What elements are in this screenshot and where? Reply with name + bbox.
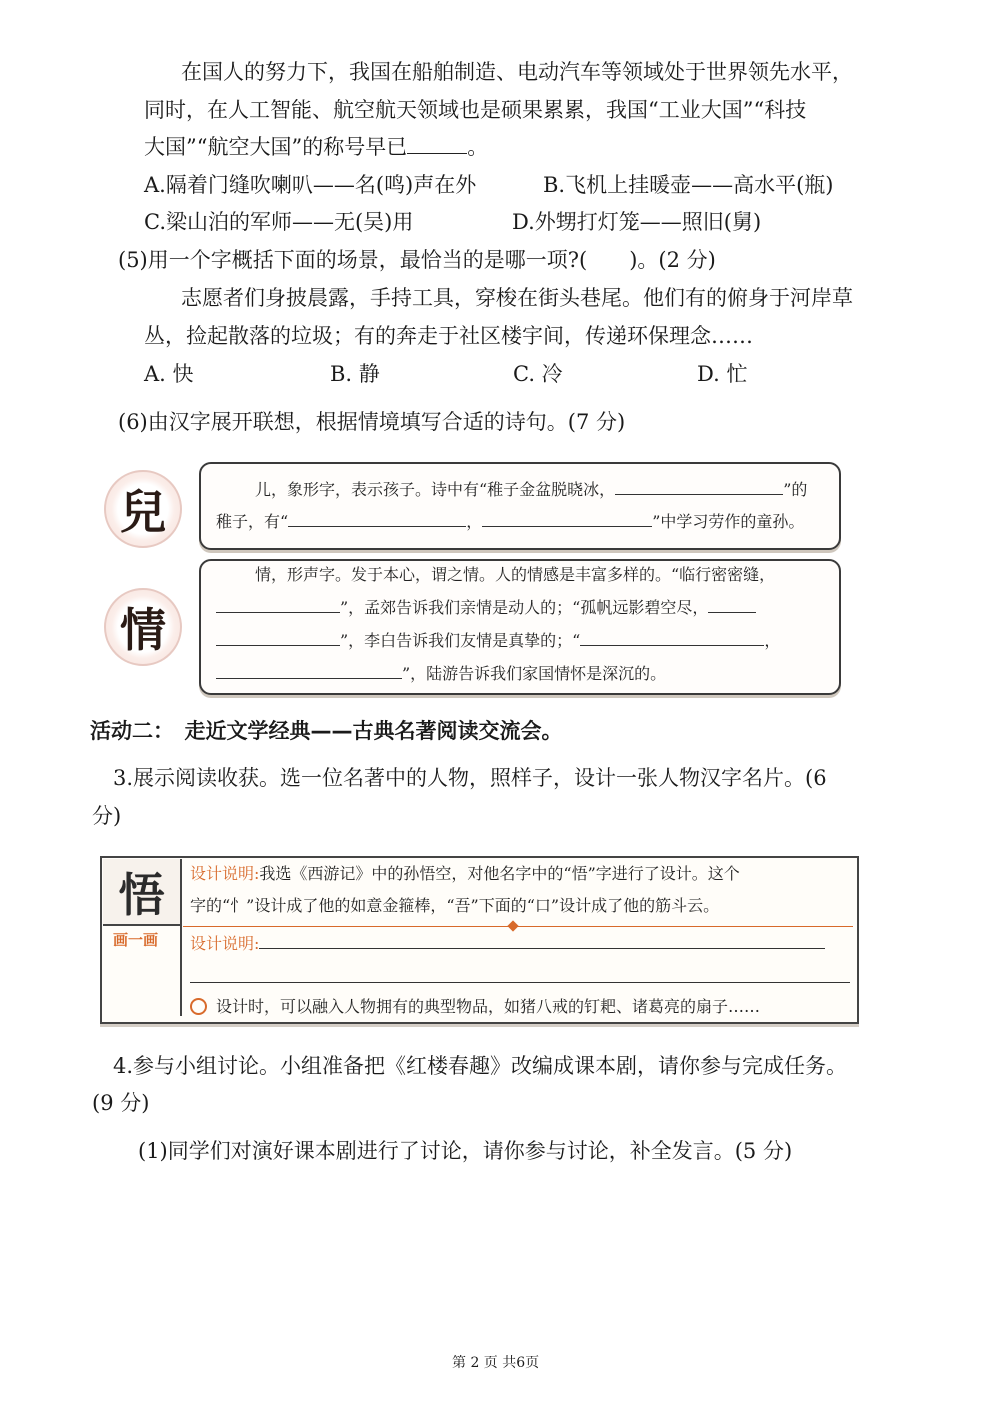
question-stem: 分) xyxy=(92,804,122,828)
qing-text: ， xyxy=(764,631,781,650)
page-footer: 第 2 页 共6页 xyxy=(452,1355,540,1371)
option-a[interactable]: A. 快 xyxy=(144,362,194,386)
poem-blank[interactable] xyxy=(708,598,756,613)
passage-line xyxy=(144,132,488,162)
er-text: 稚子，有“ xyxy=(216,512,289,531)
design-line xyxy=(190,933,825,955)
question-stem: 3.展示阅读收获。选一位名著中的人物，照样子，设计一张人物汉字名片。(6 xyxy=(113,766,827,790)
option-c[interactable]: C. 冷 xyxy=(513,362,563,386)
er-card xyxy=(199,462,841,550)
passage-line: 丛，捡起散落的垃圾；有的奔走于社区楼宇间，传递环保理念…… xyxy=(144,324,753,348)
answer-blank[interactable] xyxy=(407,135,467,154)
hint-bulb-icon xyxy=(190,998,207,1015)
question-stem: (6)由汉字展开联想，根据情境填写合适的诗句。(7 分) xyxy=(118,410,626,434)
option-b[interactable]: B. 静 xyxy=(330,362,380,386)
option-c[interactable]: C.梁山泊的军师——无(吴)用 xyxy=(144,210,414,234)
er-text: ”的 xyxy=(783,480,808,499)
passage-line: 志愿者们身披晨露，手持工具，穿梭在街头巷尾。他们有的俯身于河岸草 xyxy=(181,286,853,310)
draw-label: 画一画 xyxy=(113,931,159,949)
example-line-1 xyxy=(190,863,740,885)
example-text: 我选《西游记》中的孙悟空，对他名字中的“悟”字进行了设计。这个 xyxy=(259,864,740,883)
passage-text: 。 xyxy=(467,135,489,159)
seal-er-icon xyxy=(104,470,182,548)
qing-text: ”，李白告诉我们友情是真挚的；“ xyxy=(340,631,581,650)
er-line-1 xyxy=(255,479,807,501)
passage-line: 同时，在人工智能、航空航天领域也是硕果累累，我国“工业大国”“科技 xyxy=(144,98,807,122)
seal-glyph: 情 xyxy=(120,603,166,657)
poem-blank[interactable] xyxy=(615,480,783,495)
hint-text: 设计时，可以融入人物拥有的典型物品，如猪八戒的钉耙、诸葛亮的扇子…… xyxy=(216,997,761,1016)
qing-line-4 xyxy=(216,663,666,685)
poem-blank[interactable] xyxy=(216,664,402,679)
er-text: 儿，象形字，表示孩子。诗中有“稚子金盆脱晓冰， xyxy=(255,480,616,499)
option-d[interactable]: D. 忙 xyxy=(697,362,748,386)
seal-qing-icon xyxy=(104,588,182,666)
qing-line-2 xyxy=(216,597,756,619)
design-blank-line[interactable] xyxy=(190,982,850,983)
er-line-2 xyxy=(216,511,804,533)
er-text: ， xyxy=(466,512,483,531)
poem-blank[interactable] xyxy=(288,512,466,527)
qing-line-1: 情，形声字。发于本心，谓之情。人的情感是丰富多样的。“临行密密缝， xyxy=(255,565,776,584)
design-label: 设计说明: xyxy=(190,934,260,953)
qing-line-3 xyxy=(216,630,780,652)
qing-text: ”，孟郊告诉我们亲情是动人的；“孤帆远影碧空尽， xyxy=(340,598,709,617)
qing-text: ”，陆游告诉我们家国情怀是深沉的。 xyxy=(402,664,667,683)
activity-heading: 活动二： 走近文学经典——古典名著阅读交流会。 xyxy=(90,719,563,743)
er-text: ”中学习劳作的童孙。 xyxy=(652,512,805,531)
option-a[interactable]: A.隔着门缝吹喇叭——名(鸣)声在外 xyxy=(144,173,477,197)
design-blank[interactable] xyxy=(259,934,825,949)
poem-blank[interactable] xyxy=(216,598,340,613)
design-label: 设计说明: xyxy=(190,864,260,883)
option-d[interactable]: D.外甥打灯笼——照旧(舅) xyxy=(512,210,762,234)
poem-blank[interactable] xyxy=(216,631,340,646)
glyph-box xyxy=(103,859,182,926)
poem-blank[interactable] xyxy=(482,512,652,527)
question-stem: (5)用一个字概括下面的场景，最恰当的是哪一项?( )。(2 分) xyxy=(118,248,716,272)
option-b[interactable]: B.飞机上挂暖壶——高水平(瓶) xyxy=(543,173,834,197)
question-stem: (1)同学们对演好课本剧进行了讨论，请你参与讨论，补全发言。(5 分) xyxy=(138,1139,793,1163)
poem-blank[interactable] xyxy=(580,631,764,646)
question-stem: (9 分) xyxy=(92,1091,150,1115)
question-stem: 4.参与小组讨论。小组准备把《红楼春趣》改编成课本剧，请你参与完成任务。 xyxy=(113,1054,848,1078)
wu-glyph-icon: 悟 xyxy=(118,867,165,922)
example-line-2: 字的“忄”设计成了他的如意金箍棒，“吾”下面的“口”设计成了他的筋斗云。 xyxy=(190,896,720,915)
passage-line: 在国人的努力下，我国在船舶制造、电动汽车等领域处于世界领先水平， xyxy=(181,60,853,84)
seal-glyph: 兒 xyxy=(120,485,166,539)
passage-text: 大国”“航空大国”的称号早已 xyxy=(144,135,408,159)
